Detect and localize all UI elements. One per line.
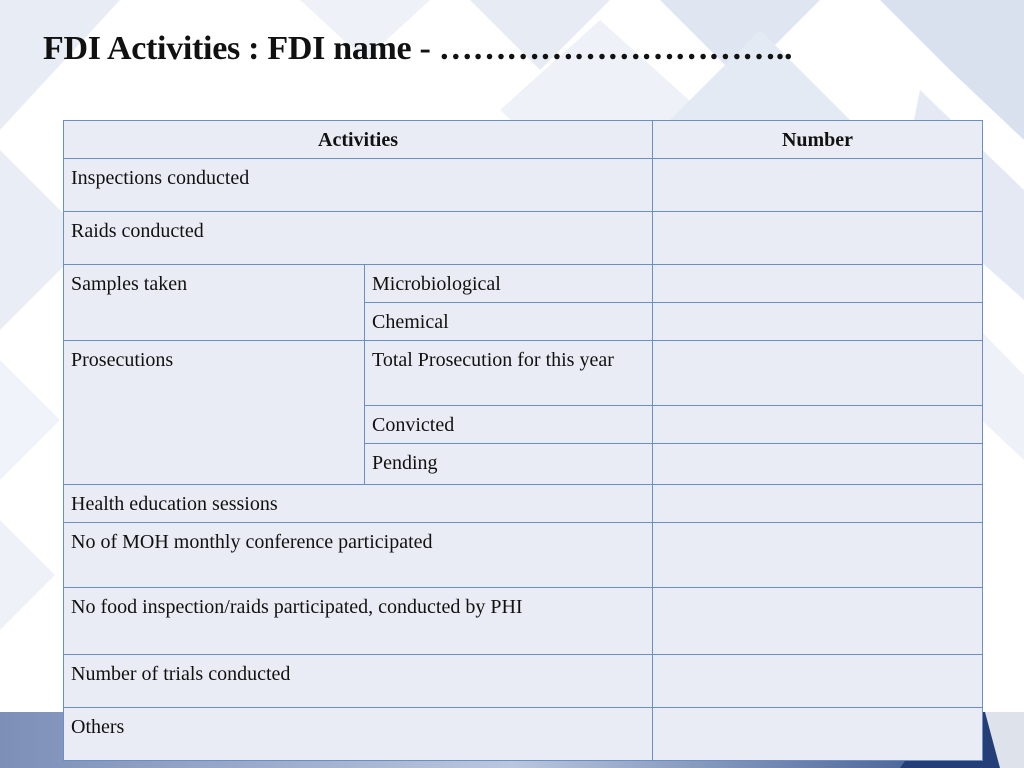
- convicted-label: Convicted: [365, 406, 653, 444]
- prosecutions-label: Prosecutions: [64, 341, 365, 485]
- chemical-label: Chemical: [365, 303, 653, 341]
- health-education-number-cell[interactable]: [653, 485, 983, 523]
- table-row: [64, 588, 983, 655]
- table-row: [64, 708, 983, 761]
- pending-number-cell[interactable]: [653, 444, 983, 485]
- table-row: [64, 523, 983, 588]
- table-row: [64, 341, 983, 406]
- trials-number-cell[interactable]: [653, 655, 983, 708]
- moh-conference-label: No of MOH monthly conference participated: [64, 523, 653, 588]
- inspections-number-cell[interactable]: [653, 159, 983, 212]
- moh-conference-number-cell[interactable]: [653, 523, 983, 588]
- table-row: [64, 159, 983, 212]
- raids-number-cell[interactable]: [653, 212, 983, 265]
- slide-title: FDI Activities : FDI name - …………………………..: [43, 30, 793, 67]
- table-row: [64, 655, 983, 708]
- others-number-cell[interactable]: [653, 708, 983, 761]
- table-row: [64, 212, 983, 265]
- fdi-activities-table: [63, 120, 983, 761]
- food-inspection-label: No food inspection/raids participated, conducted by PHI: [64, 588, 653, 655]
- activities-header: Activities: [64, 121, 653, 159]
- trials-label: Number of trials conducted: [64, 655, 653, 708]
- inspections-label: Inspections conducted: [64, 159, 653, 212]
- chemical-number-cell[interactable]: [653, 303, 983, 341]
- health-education-label: Health education sessions: [64, 485, 653, 523]
- number-header: Number: [653, 121, 983, 159]
- raids-label: Raids conducted: [64, 212, 653, 265]
- convicted-number-cell[interactable]: [653, 406, 983, 444]
- others-label: Others: [64, 708, 653, 761]
- total-prosecution-label: Total Prosecution for this year: [365, 341, 653, 406]
- total-prosecution-number-cell[interactable]: [653, 341, 983, 406]
- table-row: [64, 265, 983, 303]
- table-row: [64, 485, 983, 523]
- microbiological-label: Microbiological: [365, 265, 653, 303]
- microbiological-number-cell[interactable]: [653, 265, 983, 303]
- food-inspection-number-cell[interactable]: [653, 588, 983, 655]
- table-header-row: [64, 121, 983, 159]
- pending-label: Pending: [365, 444, 653, 485]
- samples-label: Samples taken: [64, 265, 365, 341]
